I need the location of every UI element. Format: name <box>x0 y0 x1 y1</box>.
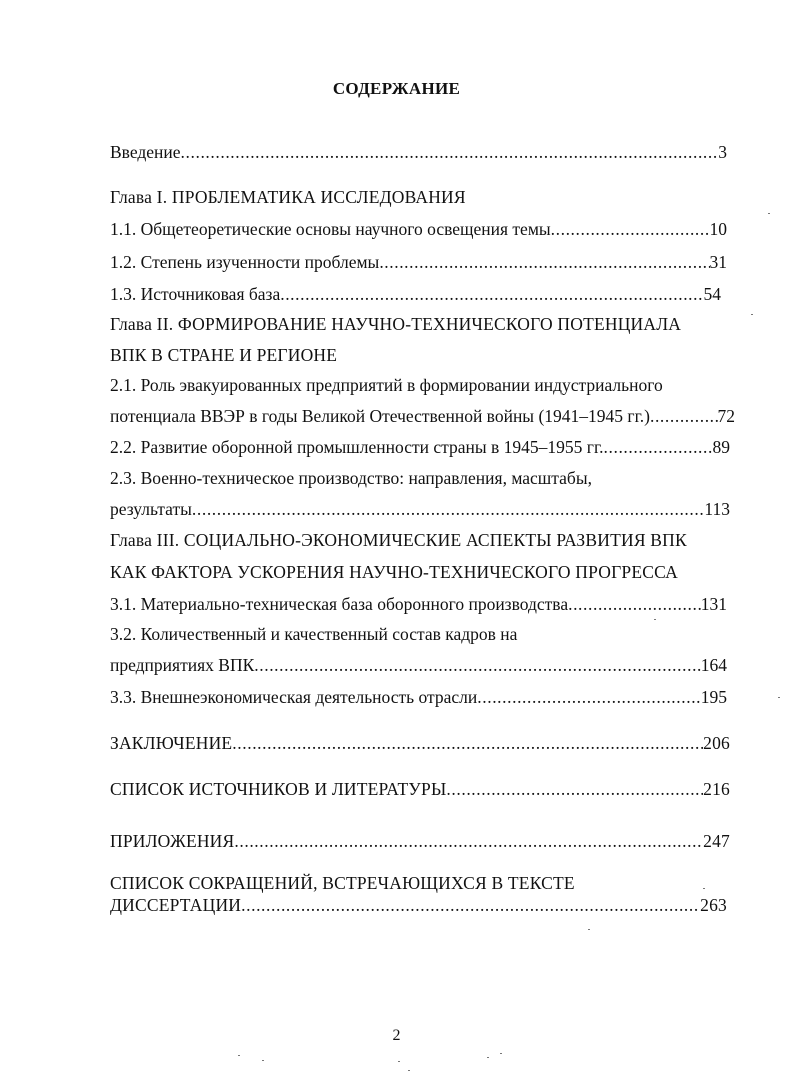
toc-entry-label: 1.3. Источниковая база <box>110 284 281 304</box>
toc-entry-label: ПРИЛОЖЕНИЯ <box>110 831 235 851</box>
dot-leader <box>234 830 703 852</box>
toc-chapter-1-title[interactable]: Глава I. ПРОБЛЕМАТИКА ИССЛЕДОВАНИЯ <box>110 187 466 207</box>
scan-speck <box>588 929 590 930</box>
toc-entry-3-2[interactable] <box>110 654 727 676</box>
toc-entry-label: 3.1. Материально-техническая база оборонного производства <box>110 594 569 614</box>
scan-speck <box>487 1057 489 1058</box>
dot-leader <box>232 732 703 754</box>
toc-entry-label: 2.2. Развитие оборонной промышленности страны в 1945–1955 гг. <box>110 437 604 457</box>
toc-entry-2-3-line1[interactable]: 2.3. Военно-техническое производство: направления, масштабы, <box>110 468 592 488</box>
toc-entry-conclusion[interactable] <box>110 732 730 754</box>
toc-entry-3-2-line1[interactable]: 3.2. Количественный и качественный состав кадров на <box>110 624 518 644</box>
toc-entry-label: ДИССЕРТАЦИИ <box>110 895 242 915</box>
dot-leader <box>568 593 701 615</box>
dot-leader <box>650 405 718 427</box>
toc-entry-page: 164 <box>700 655 727 675</box>
dot-leader <box>379 251 709 273</box>
dot-leader <box>241 894 700 916</box>
scan-speck <box>703 888 705 889</box>
scan-speck <box>768 213 770 214</box>
dot-leader <box>181 141 719 163</box>
toc-entry-abbreviations-line1[interactable]: СПИСОК СОКРАЩЕНИЙ, ВСТРЕЧАЮЩИХСЯ В ТЕКСТЕ <box>110 873 575 893</box>
toc-entry-page: 247 <box>703 831 730 851</box>
dot-leader <box>446 778 703 800</box>
toc-entry-label: ЗАКЛЮЧЕНИЕ <box>110 733 233 753</box>
dot-leader <box>604 436 713 458</box>
toc-chapter-2-title-line2[interactable]: ВПК В СТРАНЕ И РЕГИОНЕ <box>110 345 338 365</box>
toc-entry-page: 31 <box>709 252 727 272</box>
scan-speck <box>654 619 656 620</box>
toc-entry-2-1-line1[interactable]: 2.1. Роль эвакуированных предприятий в формировании индустриального <box>110 375 663 395</box>
toc-entry-1-3[interactable] <box>110 283 721 305</box>
toc-entry-intro[interactable] <box>110 141 727 163</box>
dot-leader <box>477 686 700 708</box>
scan-speck <box>778 697 780 698</box>
toc-entry-page: 131 <box>700 594 727 614</box>
toc-entry-page: 54 <box>703 284 721 304</box>
scan-speck <box>262 1060 264 1061</box>
toc-entry-label: 1.2. Степень изученности проблемы <box>110 252 380 272</box>
dot-leader <box>254 654 700 676</box>
toc-entry-page: 10 <box>709 219 727 239</box>
scan-speck <box>398 1061 400 1062</box>
toc-entry-page: 263 <box>700 895 727 915</box>
toc-entry-label: 1.1. Общетеоретические основы научного освещения темы <box>110 219 551 239</box>
toc-entry-page: 206 <box>703 733 730 753</box>
toc-entry-label: 3.3. Внешнеэкономическая деятельность отрасли <box>110 687 478 707</box>
toc-chapter-3-title-line2[interactable]: КАК ФАКТОРА УСКОРЕНИЯ НАУЧНО-ТЕХНИЧЕСКОГО ПРОГРЕССА <box>110 562 678 582</box>
dot-leader <box>551 218 710 240</box>
scan-speck <box>238 1055 240 1056</box>
toc-entry-2-3[interactable] <box>110 498 730 520</box>
toc-entry-label: потенциала ВВЭР в годы Великой Отечественной войны (1941–1945 гг.) <box>110 406 650 426</box>
scan-speck <box>751 314 753 315</box>
toc-entry-2-1[interactable] <box>110 405 735 427</box>
scan-speck <box>500 1053 502 1054</box>
toc-entry-label: результаты <box>110 499 192 519</box>
page-number: 2 <box>392 1027 401 1044</box>
toc-entry-page: 195 <box>700 687 727 707</box>
dot-leader <box>280 283 703 305</box>
toc-entry-label: СПИСОК ИСТОЧНИКОВ И ЛИТЕРАТУРЫ <box>110 779 447 799</box>
toc-entry-3-3[interactable] <box>110 686 727 708</box>
scan-speck <box>408 1070 410 1071</box>
dot-leader <box>192 498 705 520</box>
toc-chapter-2-title-line1[interactable]: Глава II. ФОРМИРОВАНИЕ НАУЧНО-ТЕХНИЧЕСКОГО ПОТЕНЦИАЛА <box>110 314 682 334</box>
toc-entry-3-1[interactable] <box>110 593 727 615</box>
toc-entry-label: предприятиях ВПК <box>110 655 255 675</box>
toc-entry-page: 216 <box>703 779 730 799</box>
toc-entry-page: 3 <box>718 142 727 162</box>
toc-entry-1-2[interactable] <box>110 251 727 273</box>
toc-entry-label: Введение <box>110 142 181 162</box>
toc-entry-sources[interactable] <box>110 778 730 800</box>
toc-entry-abbreviations[interactable] <box>110 894 727 916</box>
page-title: СОДЕРЖАНИЕ <box>332 79 461 98</box>
toc-entry-page: 113 <box>704 499 730 519</box>
toc-entry-page: 72 <box>717 406 735 426</box>
toc-entry-1-1[interactable] <box>110 218 727 240</box>
toc-chapter-3-title-line1[interactable]: Глава III. СОЦИАЛЬНО-ЭКОНОМИЧЕСКИЕ АСПЕКТЫ РАЗВИТИЯ ВПК <box>110 530 687 550</box>
toc-entry-appendices[interactable] <box>110 830 730 852</box>
toc-entry-2-2[interactable] <box>110 436 730 458</box>
toc-entry-page: 89 <box>712 437 730 457</box>
